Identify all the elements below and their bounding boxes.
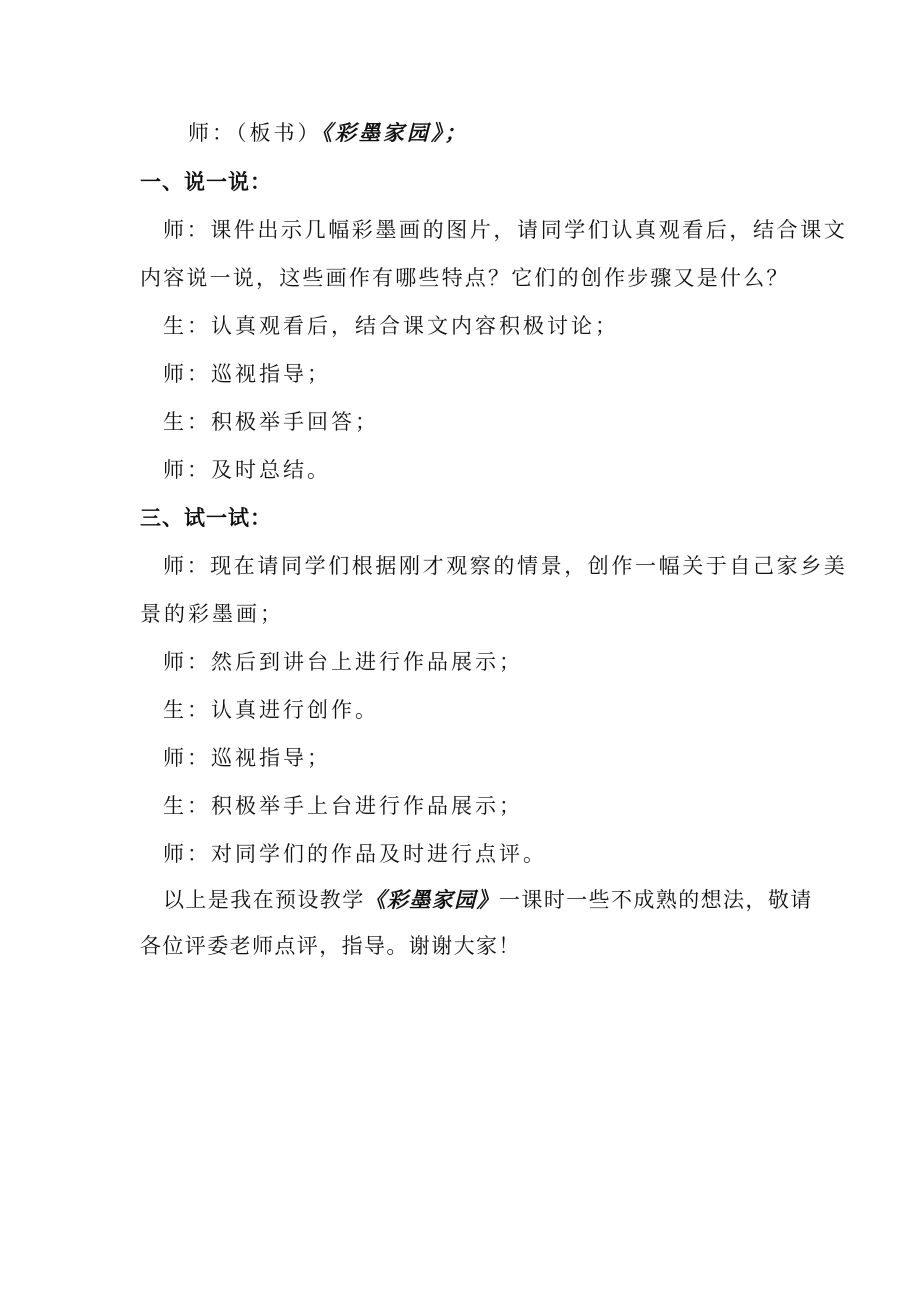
closing-prefix: 以上是我在预设教学 <box>163 888 365 912</box>
section-three-line-1: 师：现在请同学们根据刚才观察的情景，创作一幅关于自己家乡美 <box>163 554 848 578</box>
section-one-heading: 一、说一说： <box>140 170 272 194</box>
section-three-line-7: 师：对同学们的作品及时进行点评。 <box>163 842 547 866</box>
closing-suffix: 一课时一些不成熟的想法，敬请 <box>499 888 813 912</box>
section-three-line-4: 生：认真进行创作。 <box>163 698 379 722</box>
section-one-line-2: 内容说一说，这些画作有哪些特点？它们的创作步骤又是什么？ <box>140 266 790 290</box>
section-one-line-6: 师：及时总结。 <box>163 458 331 482</box>
intro-title: 《彩墨家园》 <box>321 120 445 145</box>
section-three-line-6: 生：积极举手上台进行作品展示； <box>163 794 523 818</box>
section-one-line-5: 生：积极举手回答； <box>163 410 379 434</box>
intro-prefix: 师：（板书） <box>188 121 322 145</box>
section-three-line-5: 师：巡视指导； <box>163 746 331 770</box>
section-one-line-1: 师：课件出示几幅彩墨画的图片，请同学们认真观看后，结合课文 <box>163 218 848 242</box>
closing-title: 《彩墨家园》 <box>364 887 500 912</box>
section-one-line-4: 师：巡视指导； <box>163 362 331 386</box>
intro-suffix: ； <box>444 120 469 145</box>
section-three-line-3: 师：然后到讲台上进行作品展示； <box>163 650 523 674</box>
section-three-line-2: 景的彩墨画； <box>140 602 284 626</box>
closing-line-2: 各位评委老师点评，指导。谢谢大家！ <box>140 934 521 958</box>
closing-line-1 <box>163 885 813 915</box>
section-three-heading: 三、试一试： <box>140 506 272 530</box>
section-one-line-3: 生：认真观看后，结合课文内容积极讨论； <box>163 314 619 338</box>
intro-line <box>188 118 469 148</box>
